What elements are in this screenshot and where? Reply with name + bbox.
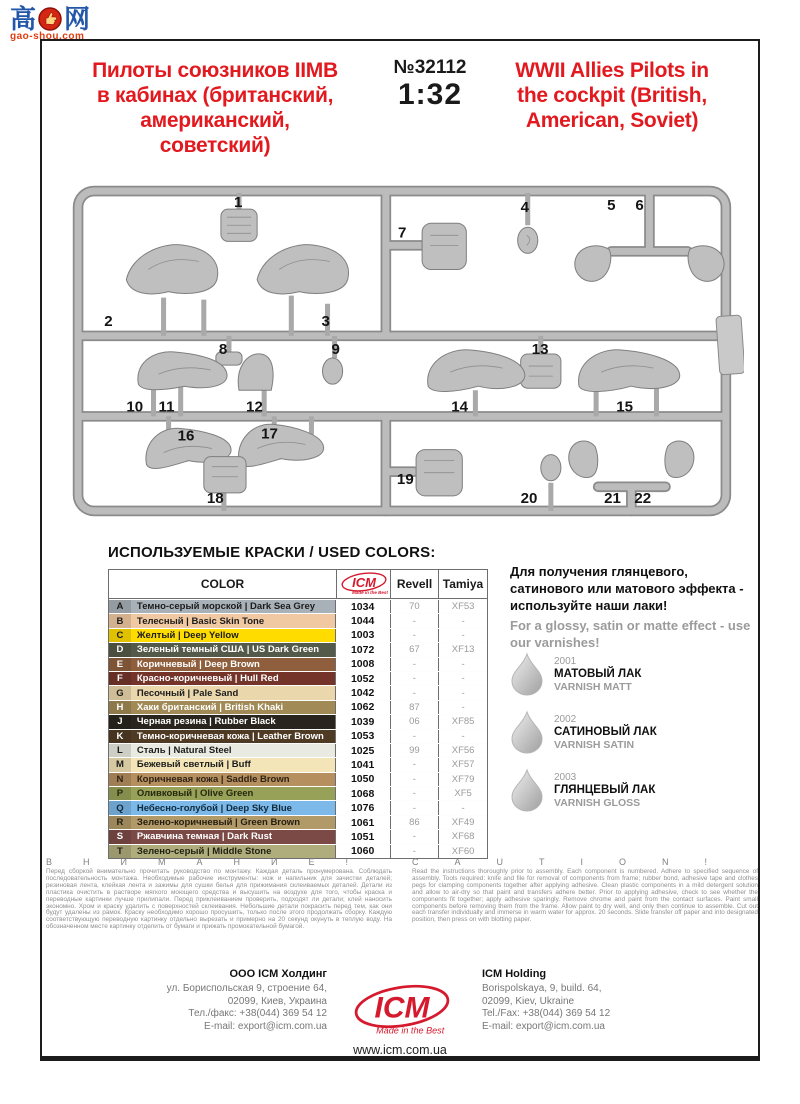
caution-body-russian: Перед сборкой внимательно прочитать руководство по монтажу. Каждая деталь пронумерована. Соблюдать последовательность монтажа. Необходимые рабочие инструменты: нож и напильник для зачистки деталей; резиновая лента, клейкая лента и зажимы для сушки белья для прижимания склеиваемых деталей. Детали из пластика очистить в растворе мягкого моющего средства и высушить на воздухе для того, чтобы краска и переводные картинки лучше прилипали. Перед приклеиванием проверить, подходят ли детали; клей наносить экономно. Хром и краску удалить с поверхностей склеивания. Небольшие детали покрасить перед тем, как они будут удалены из рамок. Краску необходимо хорошо просушить, только после этого продолжать сборку. Каждую соответствующую переводную картинку отдельно вырезать и примерно на 20 секунд окунуть в теплую воду. На обозначенном месте картинку отделить от бумаги и прижать промокательной бумагой. [46,868,392,931]
row-revell-number: 67 [391,643,440,656]
color-row [109,700,487,714]
svg-text:20: 20 [520,489,538,507]
row-icm-number: 1053 [336,730,391,743]
icm-logo-icon [352,982,452,1040]
row-tamiya-number: XF53 [439,600,487,613]
row-color-name: Оливковый | Olive Green [131,787,336,800]
color-table [108,569,488,859]
row-tamiya-number: - [439,658,487,671]
color-row [109,613,487,627]
color-row [109,757,487,771]
svg-text:13: 13 [531,341,549,359]
row-revell-number: 70 [391,600,440,613]
row-tamiya-number: XF49 [439,816,487,829]
row-color-name: Ржавчина темная | Dark Rust [131,830,336,843]
row-revell-number: - [391,672,440,685]
row-letter: S [109,830,131,843]
svg-text:22: 22 [634,489,652,507]
company-name-en: ICM Holding [482,968,547,980]
row-color-name: Зелено-коричневый | Green Brown [131,816,336,829]
kit-info [378,57,482,111]
row-letter: P [109,787,131,800]
color-row [109,628,487,642]
address-block-russian [40,967,327,1033]
row-icm-number: 1050 [336,773,391,786]
varnish-drop-icon [510,652,544,696]
row-icm-number: 1025 [336,744,391,757]
varnish-code: 2001 [554,655,577,667]
row-letter: E [109,658,131,671]
row-revell-number: - [391,658,440,671]
title-russian [55,58,375,158]
varnish-note-english: For a glossy, satin or matte effect - use our varnishes! [510,618,751,650]
row-color-name: Зеленый темный США | US Dark Green [131,643,336,656]
svg-text:1: 1 [233,194,243,212]
address-line: Тел./факс: +38(044) 369 54 12 [188,1008,327,1019]
row-color-name: Коричневый | Deep Brown [131,658,336,671]
column-header-color: COLOR [109,570,337,598]
svg-text:14: 14 [451,398,469,416]
row-icm-number: 1076 [336,801,391,814]
row-icm-number: 1042 [336,686,391,699]
row-tamiya-number: XF68 [439,830,487,843]
row-color-name: Красно-коричневый | Hull Red [131,672,336,685]
sprue-tab [716,315,744,375]
row-letter: A [109,600,131,613]
row-revell-number: - [391,845,440,858]
varnish-item [510,652,760,696]
title-russian-line: в кабинах (британский, [96,84,334,107]
row-icm-number: 1041 [336,758,391,771]
row-tamiya-number: - [439,672,487,685]
row-letter: B [109,614,131,627]
color-row [109,815,487,829]
row-tamiya-number: XF79 [439,773,487,786]
varnish-item [510,710,760,754]
color-row [109,772,487,786]
row-revell-number: - [391,758,440,771]
color-row [109,657,487,671]
caution-heading-english: CAUTION! [412,857,744,867]
svg-text:4: 4 [520,199,530,217]
svg-text:7: 7 [397,224,407,242]
row-revell-number: - [391,614,440,627]
row-tamiya-number: XF13 [439,643,487,656]
title-english [492,58,732,133]
icm-logo [352,982,452,1045]
row-letter: M [109,758,131,771]
row-revell-number: 06 [391,715,440,728]
row-revell-number: - [391,773,440,786]
row-color-name: Черная резина | Rubber Black [131,715,336,728]
row-color-name: Темно-коричневая кожа | Leather Brown [131,730,336,743]
row-icm-number: 1044 [336,614,391,627]
row-tamiya-number: XF5 [439,787,487,800]
varnish-note-russian: Для получения глянцевого, сатинового или матового эффекта - используйте наши лаки! [510,564,744,613]
title-russian-line: Пилоты союзников IIМВ [92,59,338,82]
row-icm-number: 1061 [336,816,391,829]
varnish-code: 2002 [554,713,577,725]
row-tamiya-number: - [439,730,487,743]
row-icm-number: 1062 [336,701,391,714]
title-english-line: WWII Allies Pilots in [515,59,709,82]
row-tamiya-number: - [439,801,487,814]
varnish-drop-icon [510,768,544,812]
website-url: www.icm.com.ua [353,1043,447,1057]
color-row [109,743,487,757]
color-row [109,685,487,699]
address-line: Tel./Fax: +38(044) 369 54 12 [482,1008,611,1019]
row-color-name: Хаки британский | British Khaki [131,701,336,714]
varnish-name-en: VARNISH MATT [554,680,632,693]
svg-text:6: 6 [635,197,644,215]
row-letter: L [109,744,131,757]
svg-text:ICM: ICM [374,991,430,1025]
row-tamiya-number: XF85 [439,715,487,728]
address-line: 02099, Киев, Украина [227,995,327,1007]
row-letter: N [109,773,131,786]
svg-text:5: 5 [607,197,616,215]
title-english-line: American, Soviet) [525,109,699,132]
svg-text:11: 11 [158,398,175,416]
varnish-name-ru: ГЛЯНЦЕВЫЙ ЛАК [554,783,656,796]
row-revell-number: - [391,629,440,642]
color-row [109,786,487,800]
row-tamiya-number: XF60 [439,845,487,858]
row-tamiya-number: - [439,686,487,699]
kit-number: №32112 [393,57,467,78]
row-color-name: Песочный | Pale Sand [131,686,336,699]
row-color-name: Бежевый светлый | Buff [131,758,336,771]
column-header-tamiya: Tamiya [442,577,484,591]
address-line: Borispolskaya, 9, build. 64, [482,983,602,994]
row-letter: F [109,672,131,685]
color-table-body [109,599,487,858]
row-revell-number: 86 [391,816,440,829]
color-row [109,642,487,656]
svg-text:2: 2 [104,312,113,330]
row-icm-number: 1003 [336,629,391,642]
address-line: E-mail: export@icm.com.ua [482,1020,605,1032]
watermark-char: 网 [64,4,91,34]
color-row [109,800,487,814]
row-tamiya-number: - [439,614,487,627]
svg-text:19: 19 [396,470,414,488]
row-color-name: Небесно-голубой | Deep Sky Blue [131,801,336,814]
row-tamiya-number: XF56 [439,744,487,757]
used-colors-heading: ИСПОЛЬЗУЕМЫЕ КРАСКИ / USED COLORS: [108,544,436,561]
svg-text:8: 8 [218,341,228,359]
row-icm-number: 1008 [336,658,391,671]
varnish-item [510,768,760,812]
column-header-revell: Revell [391,570,439,598]
svg-text:17: 17 [261,425,278,443]
row-color-name: Желтый | Deep Yellow [131,629,336,642]
color-row [109,729,487,743]
varnish-name-ru: САТИНОВЫЙ ЛАК [554,725,657,738]
title-russian-line: американский, [140,109,290,132]
row-letter: H [109,701,131,714]
varnish-drop-icon [510,710,544,754]
row-revell-number: - [391,801,440,814]
row-color-name: Коричневая кожа | Saddle Brown [131,773,336,786]
row-icm-number: 1052 [336,672,391,685]
row-color-name: Сталь | Natural Steel [131,744,336,757]
row-icm-number: 1068 [336,787,391,800]
svg-text:12: 12 [246,398,263,416]
icm-logo-icon [340,572,388,596]
svg-text:9: 9 [331,341,340,359]
svg-text:Made in the Best: Made in the Best [351,590,388,595]
watermark-char: 高 [10,4,37,34]
color-row [109,844,487,858]
row-letter: J [109,715,131,728]
row-color-name: Телесный | Basic Skin Tone [131,614,336,627]
address-line: ул. Бориспольская 9, строение 64, [166,983,327,994]
address-block-english [482,967,712,1033]
svg-text:18: 18 [206,489,224,507]
row-revell-number: - [391,686,440,699]
thumbs-up-icon [38,7,62,31]
svg-text:10: 10 [126,398,144,416]
varnish-name-en: VARNISH GLOSS [554,796,641,809]
row-icm-number: 1039 [336,715,391,728]
varnish-name-ru: МАТОВЫЙ ЛАК [554,667,642,680]
title-english-line: the cockpit (British, [517,84,707,107]
svg-text:21: 21 [604,489,621,507]
sprue-diagram [68,183,744,523]
row-revell-number: 99 [391,744,440,757]
color-row [109,671,487,685]
row-revell-number: - [391,830,440,843]
row-letter: T [109,845,131,858]
row-letter: G [109,686,131,699]
color-row [109,829,487,843]
row-letter: D [109,643,131,656]
row-tamiya-number: - [439,701,487,714]
row-letter: Q [109,801,131,814]
row-tamiya-number: - [439,629,487,642]
row-revell-number: - [391,787,440,800]
row-tamiya-number: XF57 [439,758,487,771]
caution-heading-russian: ВНИМАНИЕ! [46,857,379,867]
row-revell-number: 87 [391,701,440,714]
row-letter: K [109,730,131,743]
svg-text:15: 15 [616,398,634,416]
kit-scale: 1:32 [397,78,463,111]
color-table-header [109,570,487,599]
address-line: 02099, Kiev, Ukraine [482,995,575,1007]
svg-text:3: 3 [321,312,330,330]
watermark [10,5,120,42]
svg-text:Made in the Best: Made in the Best [376,1025,445,1036]
company-name-ru: ООО ICM Холдинг [229,968,327,980]
address-line: E-mail: export@icm.com.ua [204,1020,327,1032]
watermark-site: gao-shou.com [10,31,85,42]
svg-text:16: 16 [177,427,195,445]
color-row [109,714,487,728]
row-revell-number: - [391,730,440,743]
row-icm-number: 1034 [336,600,391,613]
row-letter: C [109,629,131,642]
row-color-name: Темно-серый морской | Dark Sea Grey [131,600,336,613]
title-russian-line: советский) [159,134,271,157]
varnish-name-en: VARNISH SATIN [554,738,635,751]
svg-text:ICM: ICM [351,575,376,590]
row-icm-number: 1060 [336,845,391,858]
row-icm-number: 1051 [336,830,391,843]
row-color-name: Зелено-серый | Middle Stone [131,845,336,858]
color-row [109,599,487,613]
icm-logo-small [337,570,391,598]
row-letter: R [109,816,131,829]
varnish-code: 2003 [554,771,577,783]
caution-body-english: Read the instructions thoroughly prior to assembly. Each component is numbered. Adhere to specified sequence of assembly. Tools required: knife and file for removal of components from frame; rubber bond, adhesive tape and clothes pegs for clamping components together after applying adhesive. Clean plastic components in a mild detergent solution and allow to air-dry so that paint and transfers adhere better. Prior to applying adhesive, check to see whether the components fit together; apply adhesive sparingly. Remove chrome and paint from the contact surfaces. Paint small components before removing them from the frame. Allow paint to dry well, and only then continue to assemble. Cut out each transfer individually and immerse in warm water for approx. 20 seconds. Slide transfer off paper and into designated position, then press on with blotting paper. [412,868,758,924]
row-icm-number: 1072 [336,643,391,656]
